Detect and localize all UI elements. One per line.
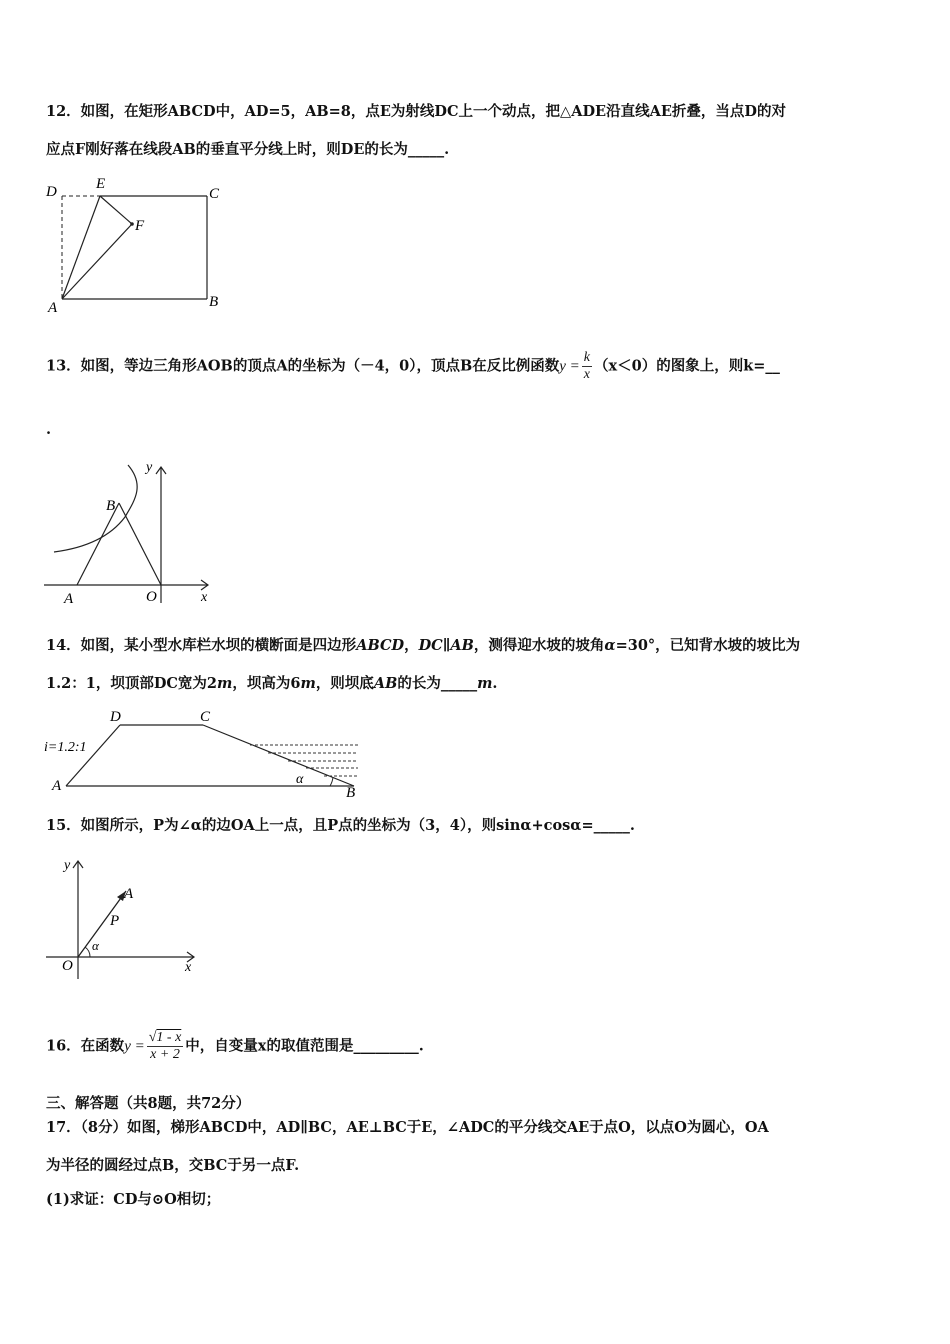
- q14-text-abcd: ABCD: [356, 637, 405, 654]
- q13-func-y: y =: [559, 358, 580, 375]
- q13-text-prefix: 13．如图，等边三角形AOB的顶点A的坐标为（－4，0），顶点B在反比例函数: [46, 357, 560, 375]
- q15-line: 15．如图所示，P为∠α的边OA上一点，且P点的坐标为（3，4），则sinα+cosα=_____.: [46, 817, 635, 834]
- q14-label-b: B: [346, 785, 356, 800]
- q14-text-2a: 1.2：1，坝顶部DC宽为2: [46, 675, 218, 692]
- q13-func-numerator: k: [583, 350, 590, 365]
- q16-func-numerator: 1 - x: [156, 1030, 182, 1045]
- q16-func-y: y =: [124, 1038, 145, 1055]
- q15-label-y: y: [64, 858, 71, 873]
- q16-text-suffix: 中，自变量x的取值范围是_________.: [185, 1037, 424, 1055]
- q13-line-1: [46, 350, 780, 383]
- q14-text-comma: ，: [404, 637, 419, 654]
- q12-point-f: [130, 222, 134, 226]
- q14-text-ab: AB: [450, 637, 474, 654]
- q12-line-1: 12．如图，在矩形ABCD中，AD=5，AB=8，点E为射线DC上一个动点，把△ADE沿直线AE折叠，当点D的对: [46, 103, 786, 120]
- q12-seg-af: [62, 224, 132, 299]
- q14-text-i: =30°，已知背水坡的坡比为: [615, 637, 801, 654]
- q13-label-o: O: [146, 589, 157, 605]
- q15-label-x: x: [185, 960, 192, 975]
- q12-label-d: D: [46, 184, 57, 200]
- q14-unit-m3: m: [477, 675, 493, 692]
- q13-line-2: .: [46, 421, 52, 438]
- q17-line-3: (1)求证：CD与⊙O相切；: [46, 1191, 221, 1208]
- q12-label-e: E: [96, 176, 106, 192]
- q12-label-a: A: [48, 300, 58, 316]
- q15-label-a: A: [124, 886, 134, 902]
- q12-seg-ae: [62, 196, 100, 299]
- q14-text-2e: 的长为_____: [397, 675, 478, 692]
- q17-line-2: 为半径的圆经过点B，交BC于另一点F.: [46, 1157, 300, 1174]
- q14-unit-m2: m: [300, 675, 316, 692]
- q13-func-denominator: x: [583, 367, 590, 382]
- q14-line-1: [46, 636, 800, 656]
- q15-label-alpha: α: [92, 938, 99, 953]
- section-title: 三、解答题（共8题，共72分）: [46, 1095, 251, 1112]
- q13-text-suffix: （x＜0）的图象上，则k=__: [594, 357, 780, 375]
- q14-dam-figure: [40, 705, 370, 800]
- q14-label-alpha: α: [296, 772, 304, 787]
- q12-rectangle-figure: [40, 172, 230, 317]
- q14-label-c: C: [200, 709, 211, 725]
- q17-line-1: 17．（8分）如图，梯形ABCD中，AD∥BC，AE⊥BC于E，∠ADC的平分线交AE于点O，以点O为圆心，OA: [46, 1119, 769, 1136]
- q14-label-slope: i=1.2:1: [44, 740, 87, 755]
- q14-seg-ad: [66, 725, 120, 786]
- q14-seg-cb: [203, 725, 354, 786]
- q14-text-alpha: α: [604, 637, 616, 654]
- q13-seg-bo: [119, 503, 161, 585]
- q12-seg-ef: [100, 196, 132, 224]
- q13-label-b: B: [106, 498, 116, 514]
- q16-text-prefix: 16．在函数: [46, 1037, 125, 1055]
- q16-func-denominator: x + 2: [150, 1047, 180, 1062]
- q15-label-p: P: [110, 913, 120, 929]
- q14-unit-m1: m: [217, 675, 233, 692]
- q12-label-b: B: [209, 294, 219, 310]
- q12-label-f: F: [135, 218, 145, 234]
- q14-text-g: ，测得迎水坡的坡角: [473, 637, 605, 654]
- q16-func-fraction: [147, 1030, 184, 1063]
- q14-text-2ab: AB: [373, 675, 398, 692]
- q14-text-2f: .: [492, 675, 498, 692]
- q14-label-a: A: [52, 778, 62, 794]
- q13-label-y: y: [146, 460, 153, 475]
- q14-text-dc: DC: [418, 637, 443, 654]
- q13-label-x: x: [201, 590, 208, 605]
- q15-label-o: O: [62, 958, 73, 974]
- q16-func-numerator-wrap: √1 - x: [148, 1030, 182, 1045]
- q12-label-c: C: [209, 186, 220, 202]
- q13-label-a: A: [64, 591, 74, 607]
- q14-text-a: 14．如图，某小型水库栏水坝的横断面是四边形: [46, 637, 357, 654]
- q14-angle-arc: [330, 777, 333, 786]
- q14-text-2c: ，则坝底: [315, 675, 374, 692]
- q14-text-2b: ，坝高为6: [232, 675, 301, 692]
- q14-label-d: D: [110, 709, 121, 725]
- q15-angle-figure: [44, 853, 199, 983]
- q14-text-parallel: ∥: [442, 637, 451, 654]
- q13-func-fraction: [582, 350, 592, 383]
- q16-line: [46, 1030, 424, 1063]
- q13-seg-ab: [77, 503, 119, 585]
- q14-water-lines: [250, 745, 358, 776]
- q14-line-2: [46, 674, 497, 694]
- q13-coordinate-figure: [40, 455, 220, 610]
- q12-line-2: 应点F刚好落在线段AB的垂直平分线上时，则DE的长为_____.: [46, 141, 450, 158]
- q13-hyperbola-curve: [54, 465, 137, 552]
